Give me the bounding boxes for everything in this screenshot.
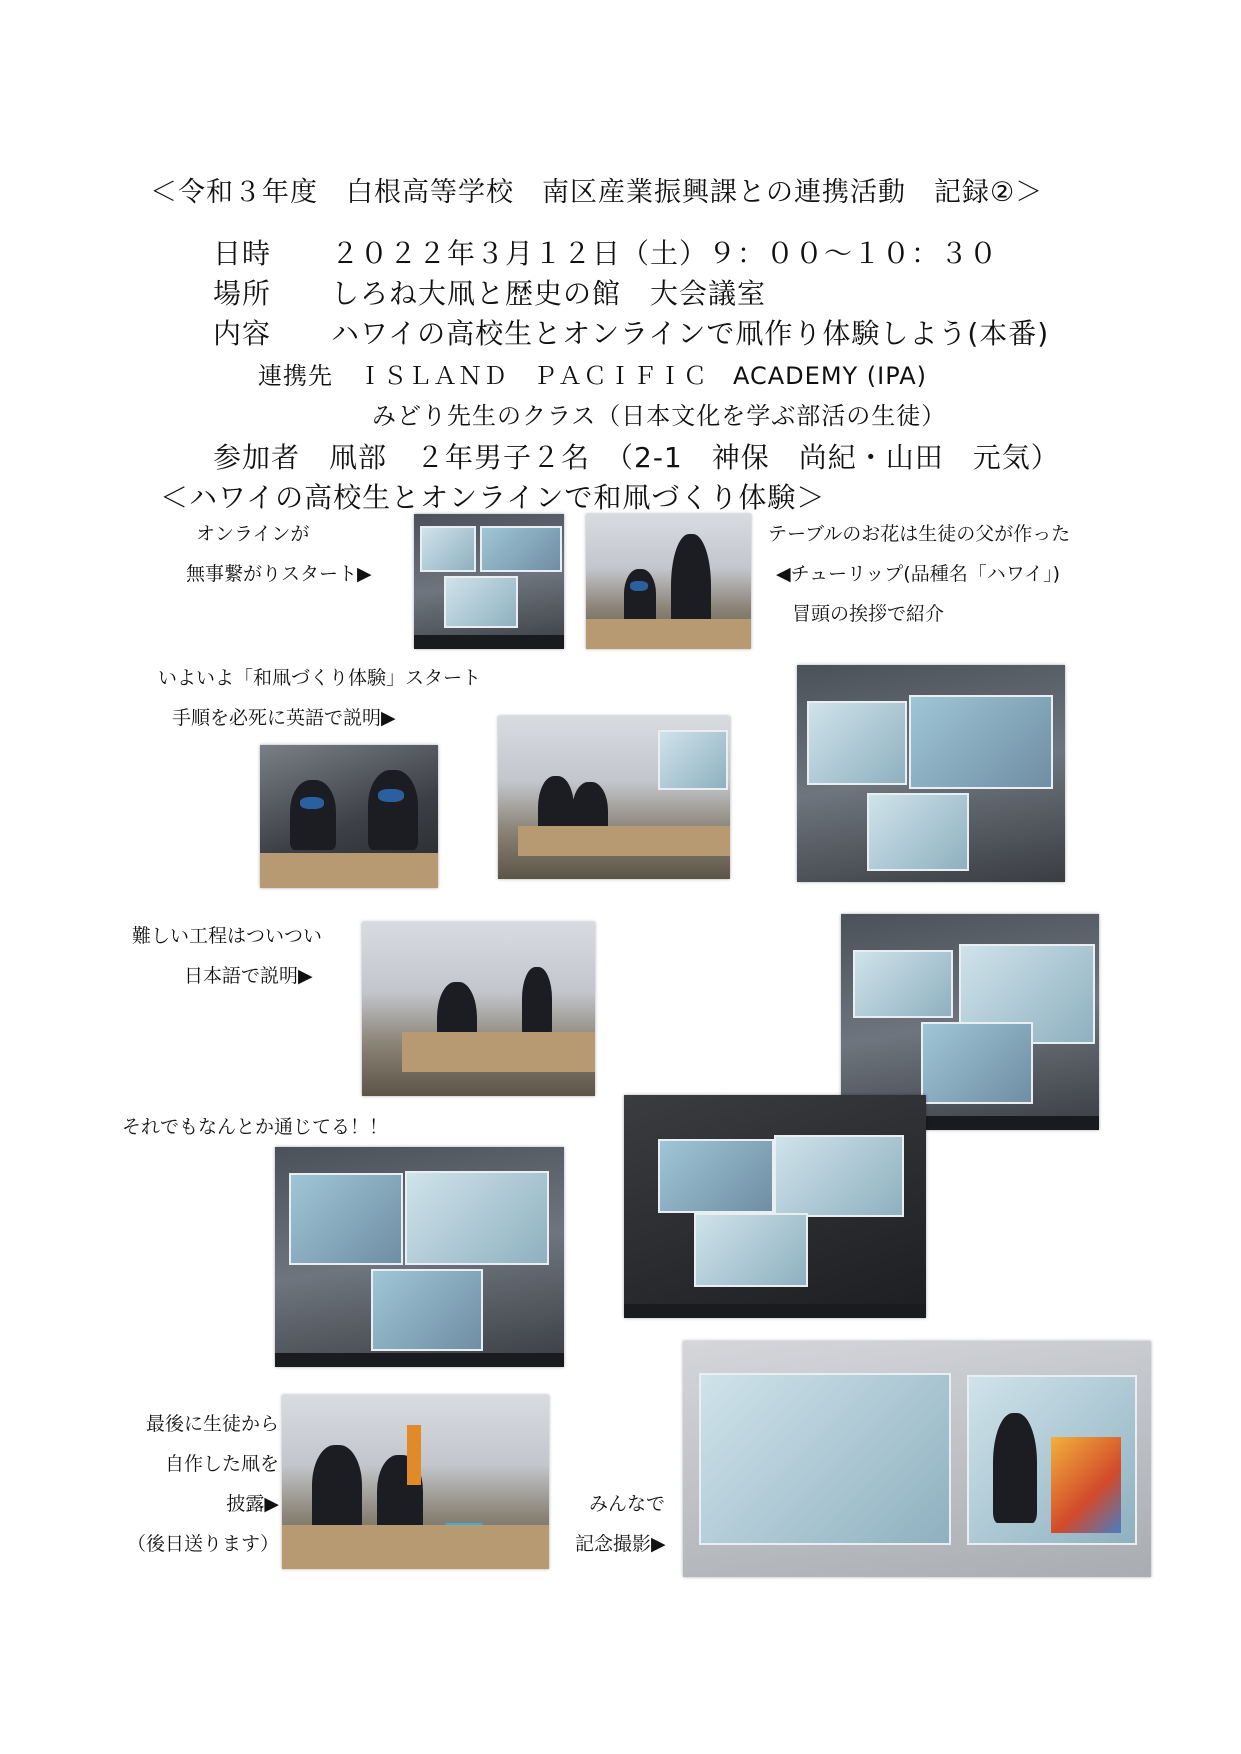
group-commemorative-photo <box>683 1341 1151 1577</box>
students-at-table-photo <box>260 745 438 888</box>
caption-difficult <box>132 916 322 996</box>
datetime-row <box>213 232 998 272</box>
place-label: 場所 <box>213 277 272 310</box>
caption-line: 自作した凧を <box>164 1453 279 1475</box>
caption-line: みんなで <box>589 1493 666 1515</box>
caption-line: 冒頭の挨拶で紹介 <box>792 603 945 625</box>
partner-line: 連携先 ＩＳＬＡＮＤ ＰＡＣＩＦＩＣ ACADEMY (IPA) <box>258 362 927 390</box>
zoom-screen-hands-photo <box>275 1147 564 1367</box>
content-value: ハワイの高校生とオンラインで凧作り体験しよう(本番) <box>331 317 1050 350</box>
students-showing-kite-photo <box>282 1395 549 1569</box>
page-title: ＜令和３年度 白根高等学校 南区産業振興課との連携活動 記録②＞ <box>150 177 1044 208</box>
zoom-screen-kite-photo <box>797 665 1065 882</box>
caption-line: 披露▶ <box>226 1493 279 1515</box>
caption-line: オンラインが <box>196 523 310 545</box>
datetime-label: 日時 <box>213 237 272 270</box>
participants-line: 参加者 凧部 ２年男子２名 （2-1 神保 尚紀・山田 元気） <box>213 441 1060 474</box>
caption-show-kite <box>122 1404 279 1564</box>
caption-line: いよいよ「和凧づくり体験」スタート <box>158 667 482 689</box>
caption-line: 最後に生徒から <box>145 1413 279 1435</box>
caption-tulip <box>768 514 1070 634</box>
caption-line: 無事繋がりスタート▶ <box>186 563 372 585</box>
teacher-greeting-photo <box>586 514 751 649</box>
caption-kite-start <box>158 658 481 738</box>
class-line: みどり先生のクラス（日本文化を学ぶ部活の生徒） <box>372 402 947 430</box>
datetime-value: ２０２２年３月１２日（土）９：００～１０：３０ <box>331 237 999 270</box>
caption-line: 日本語で説明▶ <box>184 965 313 987</box>
caption-line: ◀チューリップ(品種名「ハワイ」) <box>776 563 1061 585</box>
caption-online-start <box>186 514 372 594</box>
students-explaining-photo <box>362 922 595 1096</box>
place-row <box>213 272 766 312</box>
caption-line: 難しい工程はついつい <box>132 925 323 947</box>
caption-line: テーブルのお花は生徒の父が作った <box>768 523 1071 545</box>
caption-understood <box>122 1107 388 1147</box>
place-value: しろね大凧と歴史の館 大会議室 <box>331 277 767 310</box>
content-label: 内容 <box>213 317 272 350</box>
content-row <box>213 312 1049 352</box>
zoom-screen-dark-photo <box>624 1095 926 1318</box>
caption-group-photo <box>575 1484 666 1564</box>
room-with-projector-photo <box>498 716 730 879</box>
caption-line: それでもなんとか通じてる！！ <box>122 1116 389 1138</box>
caption-line: 手順を必死に英語で説明▶ <box>172 707 396 729</box>
section-title: ＜ハワイの高校生とオンラインで和凧づくり体験＞ <box>160 481 826 514</box>
caption-line: 記念撮影▶ <box>575 1533 666 1555</box>
online-zoom-screen-photo <box>414 514 564 649</box>
caption-line: （後日送ります） <box>126 1533 279 1555</box>
